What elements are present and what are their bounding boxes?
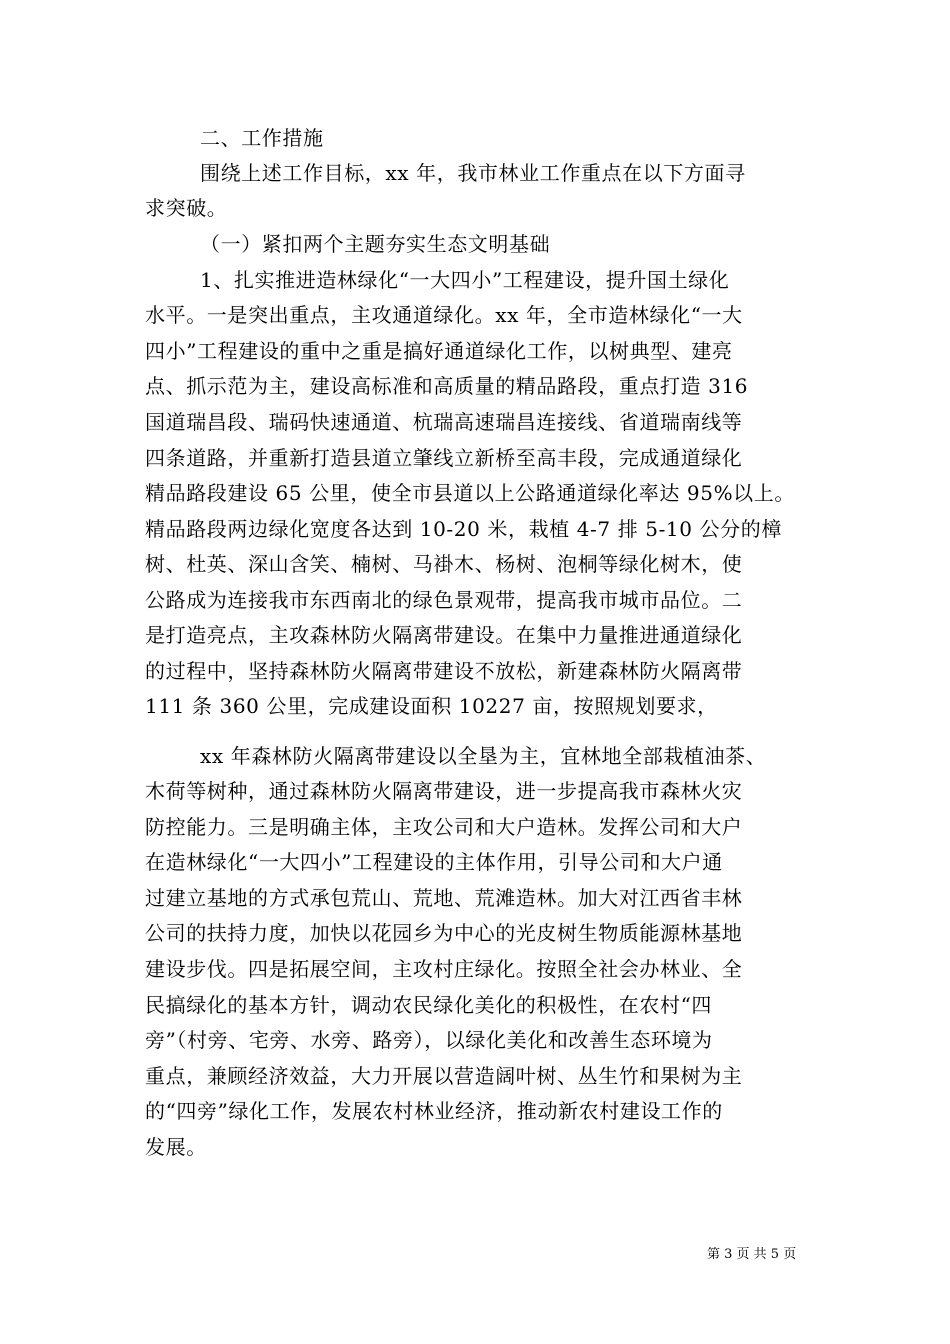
body-line: 的过程中，坚持森林防火隔离带建设不放松，新建森林防火隔离带: [145, 659, 743, 683]
subsection-heading: （一）紧扣两个主题夯实生态文明基础: [200, 232, 551, 256]
section-heading: 二、工作措施: [200, 126, 324, 150]
body-line: 过建立基地的方式承包荒山、荒地、荒滩造林。加大对江西省丰林: [145, 886, 743, 910]
body-line: xx 年森林防火隔离带建设以全垦为主，宜林地全部栽植油茶、: [200, 744, 767, 768]
body-line: 建设步伐。四是拓展空间，主攻村庄绿化。按照全社会办林业、全: [145, 957, 743, 981]
body-line: 求突破。: [145, 196, 228, 220]
body-line: 精品路段建设 65 公里，使全市县道以上公路通道绿化率达 95%以上。: [145, 481, 795, 505]
body-line: 国道瑞昌段、瑞码快速通道、杭瑞高速瑞昌连接线、省道瑞南线等: [145, 410, 743, 434]
body-line: 重点，兼顾经济效益，大力开展以营造阔叶树、丛生竹和果树为主: [145, 1064, 743, 1088]
body-line: 发展。: [145, 1135, 207, 1159]
body-line: 是打造亮点，主攻森林防火隔离带建设。在集中力量推进通道绿化: [145, 623, 743, 647]
body-line: 水平。一是突出重点，主攻通道绿化。xx 年，全市造林绿化“一大: [145, 303, 743, 327]
body-line: 的“四旁”绿化工作，发展农村林业经济，推动新农村建设工作的: [145, 1099, 723, 1123]
body-line: 在造林绿化“一大四小”工程建设的主体作用，引导公司和大户通: [145, 850, 723, 874]
body-line: 四小”工程建设的重中之重是搞好通道绿化工作，以树典型、建亮: [145, 339, 733, 363]
body-line: 旁”（村旁、宅旁、水旁、路旁），以绿化美化和改善生态环境为: [145, 1028, 713, 1052]
body-line: 点、抓示范为主，建设高标准和高质量的精品路段，重点打造 316: [145, 374, 749, 398]
page-number: 第 3 页 共 5 页: [707, 1247, 797, 1262]
body-line: 四条道路，并重新打造县道立肇线立新桥至高丰段，完成通道绿化: [145, 446, 743, 470]
body-line: 树、杜英、深山含笑、楠树、马褂木、杨树、泡桐等绿化树木，使: [145, 552, 743, 576]
body-line: 民搞绿化的基本方针，调动农民绿化美化的积极性，在农村“四: [145, 993, 713, 1017]
body-line: 公司的扶持力度，加快以花园乡为中心的光皮树生物质能源林基地: [145, 921, 743, 945]
body-line: 公路成为连接我市东西南北的绿色景观带，提高我市城市品位。二: [145, 588, 743, 612]
body-line: 围绕上述工作目标，xx 年，我市林业工作重点在以下方面寻: [200, 161, 746, 185]
body-line: 木荷等树种，通过森林防火隔离带建设，进一步提高我市森林火灾: [145, 779, 743, 803]
body-line: 1、扎实推进造林绿化“一大四小”工程建设，提升国土绿化: [200, 268, 730, 292]
body-line: 精品路段两边绿化宽度各达到 10-20 米，栽植 4-7 排 5-10 公分的樟: [145, 517, 782, 541]
body-line: 防控能力。三是明确主体，主攻公司和大户造林。发挥公司和大户: [145, 815, 743, 839]
body-line: 111 条 360 公里，完成建设面积 10227 亩，按照规划要求，: [145, 694, 718, 718]
